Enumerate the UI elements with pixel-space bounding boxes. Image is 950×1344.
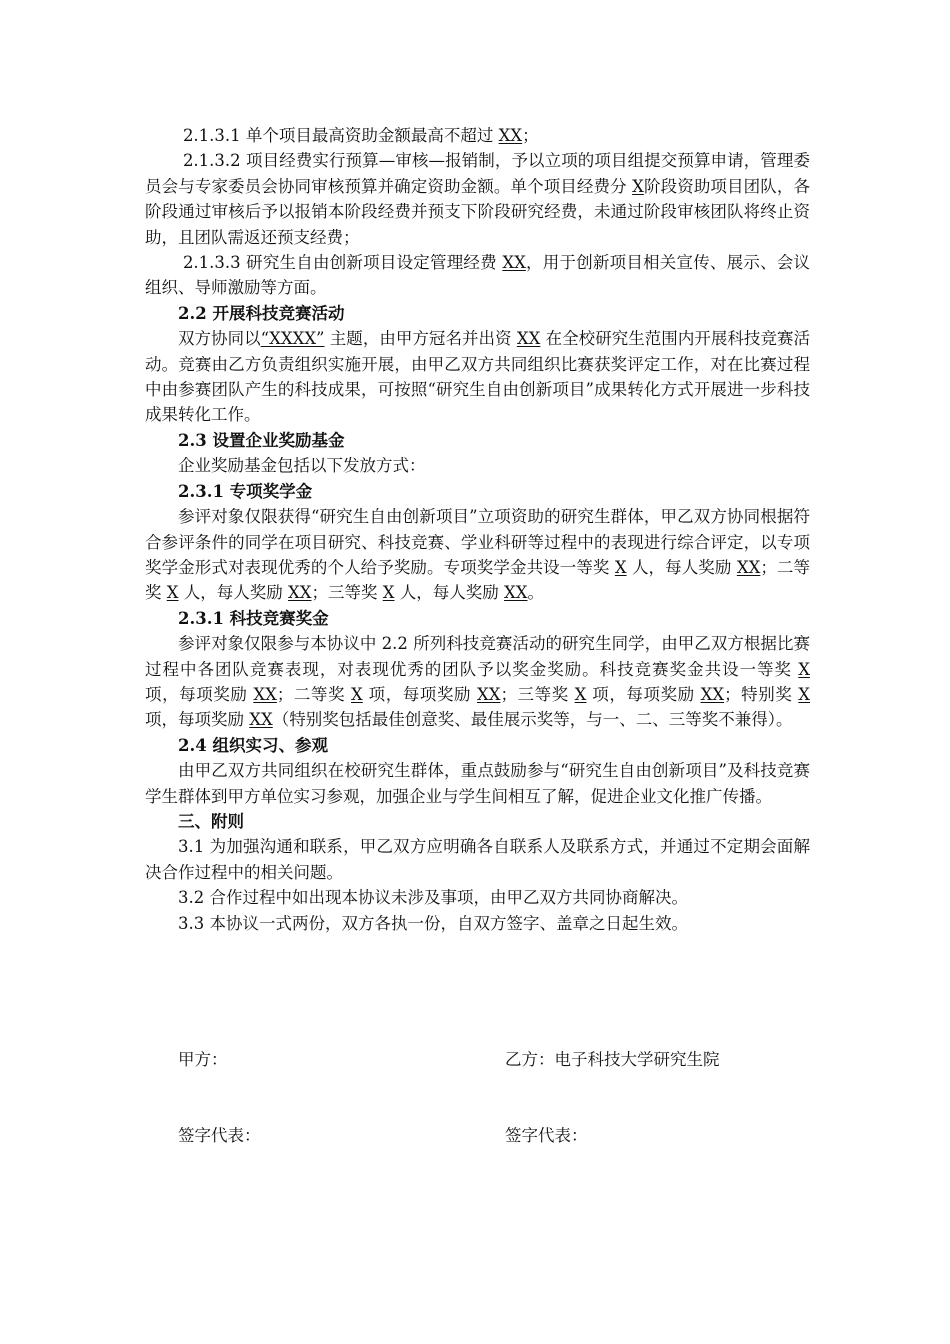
clause-text: 人，每人奖励	[178, 583, 288, 603]
clause-text: 2.1.3.2 项目经费实行预算—审核—报销制，予以立项的项目组提交预算申请，管理委员会与专家委员会协同审核预算并确定资助金额。单个项目经费分	[145, 151, 810, 196]
placeholder-count: X	[574, 684, 587, 704]
placeholder-amount: XX	[700, 684, 725, 704]
clause-text: 在全校研究生范围内开展科技竞赛活动。竞赛由乙方负责组织实施开展，由甲乙双方共同组织比赛获奖评定工作，对在比赛过程中由参赛团队产生的科技成果，可按照“研究生自由创新项目”成果转化方式开展进一步科技成果转化工作。	[145, 329, 811, 425]
clause-text: 2.1.3.3 研究生自由创新项目设定管理经费	[182, 253, 503, 273]
party-a-label: 甲方：	[178, 1050, 228, 1069]
heading-2-4: 2.4 组织实习、参观	[178, 735, 328, 755]
clause-3-1: 3.1 为加强沟通和联系，甲乙双方应明确各自联系人及联系方式，并通过不定期会面解决合作过程中的相关问题。	[145, 837, 810, 882]
heading-2-2: 2.2 开展科技竞赛活动	[178, 303, 345, 323]
clause-text: 2.1.3.1 单个项目最高资助金额最高不超过	[182, 126, 499, 145]
clause-text: 。	[527, 583, 544, 603]
clause-3-3: 3.3 本协议一式两份，双方各执一份，自双方签字、盖章之日起生效。	[178, 913, 688, 933]
placeholder-amount: XX	[476, 684, 501, 704]
placeholder-count: X	[614, 557, 627, 577]
party-b-label: 乙方：电子科技大学研究生院	[505, 1050, 720, 1069]
heading-2-3-1-competition: 2.3.1 科技竞赛奖金	[178, 608, 329, 628]
clause-2-3: 企业奖励基金包括以下发放方式：	[178, 456, 426, 476]
clause-text: ；二等奖	[145, 557, 811, 603]
clause-text: （特别奖包括最佳创意奖、最佳展示奖等，与一、二、三等奖不兼得）。	[272, 710, 793, 730]
placeholder-count: X	[166, 583, 179, 603]
heading-2-3-1-scholarship: 2.3.1 专项奖学金	[178, 481, 313, 501]
clause-text: 项，每项奖励	[362, 684, 477, 704]
clause-text: ；三等奖	[500, 684, 575, 704]
clause-text: 参评对象仅限获得“研究生自由创新项目”立项资助的研究生群体，甲乙双方协同根据符合参评条件的同学在项目研究、科技竞赛、学业科研等过程中的表现进行综合评定，以专项奖学金形式对表现优秀的个人给予奖励。专项奖学金共设一等奖	[145, 507, 810, 577]
clause-text: ；三等奖	[311, 583, 383, 603]
clause-text: 主题，由甲方冠名并出资	[324, 329, 517, 349]
placeholder-amount: XX	[498, 126, 523, 145]
placeholder-count: X	[351, 684, 363, 704]
heading-2-3: 2.3 设置企业奖励基金	[178, 430, 345, 450]
clause-text: ，用于创新项目相关宣传、展示、会议组织、导师激励等方面。	[145, 253, 811, 298]
clause-2-3-1-competition	[145, 631, 810, 733]
clause-text: 参评对象仅限参与本协议中 2.2 所列科技竞赛活动的研究生同学，由甲乙双方根据比赛过程中各团队竞赛表现，对表现优秀的团队予以奖金奖励。科技竞赛奖金共设一等奖	[145, 634, 810, 679]
clause-text: 项，每项奖励	[586, 684, 701, 704]
clause-text: 项，每项奖励	[145, 710, 250, 730]
placeholder-count: X	[798, 684, 811, 704]
clause-2-3-1-scholarship	[145, 504, 810, 606]
clause-text: 人，每人奖励	[626, 557, 737, 577]
clause-text: 人，每人奖励	[394, 583, 504, 603]
clause-text: ；二等奖	[276, 684, 352, 704]
placeholder-count: X	[382, 583, 395, 603]
clause-text: 阶段资助项目团队，各阶段通过审核后予以报销本阶段经费并预支下阶段研究经费，未通过阶段审核团队将终止资助，且团队需返还预支经费；	[145, 176, 811, 247]
placeholder-amount: XX	[249, 710, 273, 730]
placeholder-amount: XX	[502, 253, 526, 273]
placeholder-amount: XX	[516, 329, 541, 349]
placeholder-amount: XX	[504, 583, 528, 603]
clause-2-2	[145, 326, 810, 428]
placeholder-count: X	[798, 659, 810, 679]
placeholder-amount: XX	[253, 684, 277, 704]
clause-2-1-3-2	[145, 148, 810, 250]
placeholder-theme: “XXXX”	[260, 329, 325, 349]
heading-3: 三、附则	[178, 811, 244, 831]
clause-2-1-3-3	[145, 250, 810, 301]
party-b-representative-label: 签字代表：	[505, 1126, 588, 1145]
clause-2-4: 由甲乙双方共同组织在校研究生群体，重点鼓励参与“研究生自由创新项目”及科技竞赛学生群体到甲方单位实习参观，加强企业与学生间相互了解，促进企业文化推广传播。	[145, 761, 810, 806]
clause-text: ；特别奖	[724, 684, 799, 704]
clause-3-2: 3.2 合作过程中如出现本协议未涉及事项，由甲乙双方共同协商解决。	[178, 888, 688, 908]
clause-text: ；	[522, 126, 539, 145]
party-a-representative-label: 签字代表：	[178, 1126, 261, 1145]
clause-text: 项，每项奖励	[145, 684, 254, 704]
placeholder-stages: X	[632, 176, 644, 196]
document-body	[145, 123, 810, 936]
placeholder-amount: XX	[736, 557, 761, 577]
clause-2-1-3-1	[145, 123, 810, 148]
placeholder-amount: XX	[288, 583, 312, 603]
clause-text: 双方协同以	[178, 329, 261, 349]
